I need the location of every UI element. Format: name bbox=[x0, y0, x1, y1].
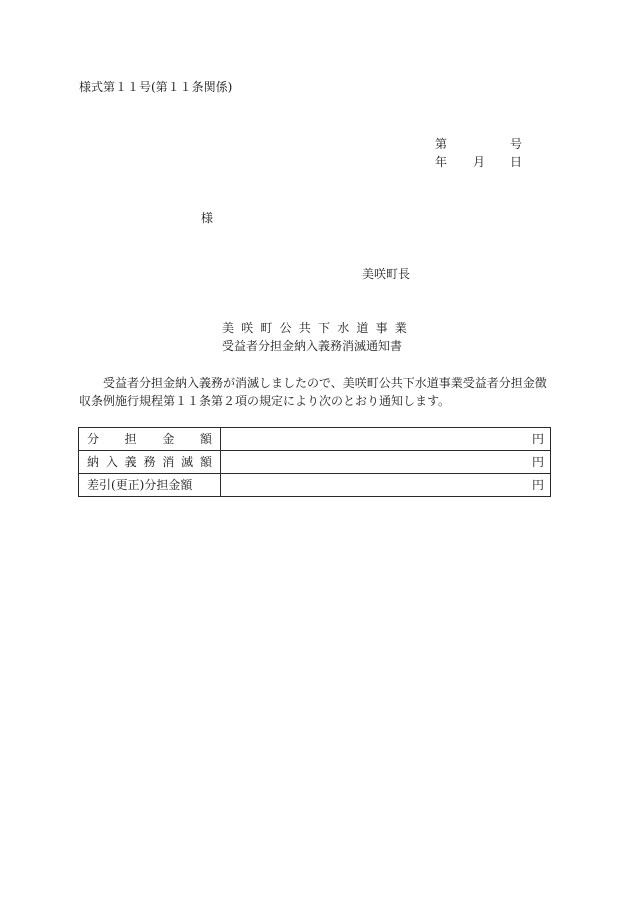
share-amount-value bbox=[221, 428, 551, 451]
document-title-line-2: 受益者分担金納入義務消滅通知書 bbox=[222, 339, 403, 353]
corrected-amount-value bbox=[221, 474, 551, 497]
yen-unit: 円 bbox=[531, 478, 544, 492]
date-year-label: 年 bbox=[435, 155, 448, 169]
label-char: 入 bbox=[105, 455, 118, 469]
form-number: 様式第１１号(第１１条関係) bbox=[79, 80, 233, 94]
table-row-corrected-amount bbox=[79, 474, 551, 497]
body-paragraph: 受益者分担金納入義務が消滅しましたので、美咲町公共下水道事業受益者分担金徴収条例施行規程第１１条第２項の規定により次のとおり通知します。 bbox=[79, 376, 547, 408]
label-char: 額 bbox=[199, 455, 212, 469]
label-char: 額 bbox=[199, 432, 212, 446]
extinguished-amount-label bbox=[79, 451, 221, 474]
sender-title: 美咲町長 bbox=[362, 267, 411, 281]
corrected-amount-label bbox=[79, 474, 221, 497]
label-char: 金 bbox=[162, 432, 175, 446]
label-char: 義 bbox=[124, 455, 137, 469]
date-month-label: 月 bbox=[473, 155, 486, 169]
label-char: 担 bbox=[124, 432, 137, 446]
document-number-suffix: 号 bbox=[510, 137, 523, 151]
yen-unit: 円 bbox=[531, 432, 544, 446]
addressee-honorific: 様 bbox=[201, 211, 214, 225]
document-title-line-1: 美咲町公共下水道事業 bbox=[222, 321, 415, 335]
label-char: 滅 bbox=[181, 455, 194, 469]
share-amount-label bbox=[79, 428, 221, 451]
document-number-prefix: 第 bbox=[435, 137, 448, 151]
label-char: 務 bbox=[143, 455, 156, 469]
label-char: 消 bbox=[162, 455, 175, 469]
label-char: 納 bbox=[87, 455, 100, 469]
table-row-share-amount bbox=[79, 428, 551, 451]
label-char: 分 bbox=[87, 432, 100, 446]
extinguished-amount-value bbox=[221, 451, 551, 474]
yen-unit: 円 bbox=[531, 455, 544, 469]
amount-table bbox=[78, 427, 551, 497]
corrected-amount-label-text: 差引(更正)分担金額 bbox=[87, 478, 193, 492]
table-row-extinguished-amount bbox=[79, 451, 551, 474]
date-day-label: 日 bbox=[510, 155, 523, 169]
